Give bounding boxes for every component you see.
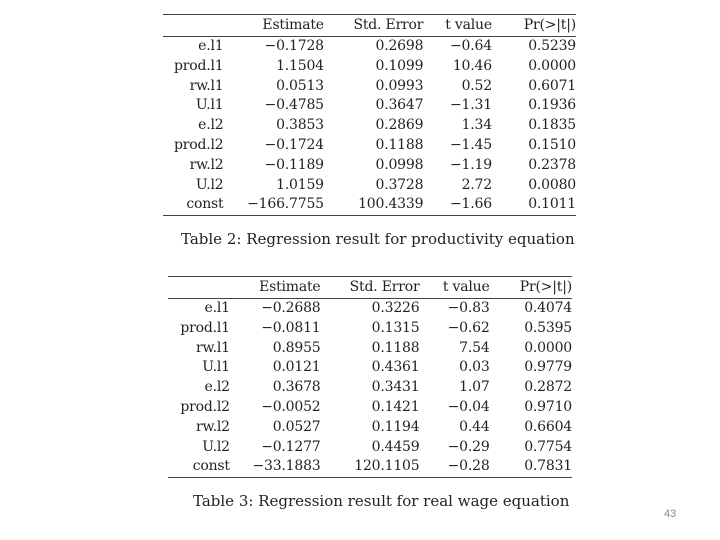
table-cell: 0.44 <box>459 418 490 435</box>
table-caption: Table 2: Regression result for productivity equation <box>181 230 575 248</box>
table-cell: −1.45 <box>450 136 492 153</box>
table-cell: −33.1883 <box>252 458 321 475</box>
table-row <box>168 438 572 458</box>
table-cell: 0.3728 <box>375 176 424 193</box>
table-row <box>163 37 576 57</box>
table-cell: 1.0159 <box>276 176 324 193</box>
table-cell: −0.83 <box>447 300 490 316</box>
row-label: U.l2 <box>202 438 230 455</box>
table-cell: 0.3678 <box>272 379 321 396</box>
table-cell: 0.0080 <box>528 176 576 193</box>
table-cell: −0.4785 <box>264 97 324 114</box>
table-cell: −0.04 <box>447 398 490 415</box>
table-cell: 0.1835 <box>528 117 576 134</box>
table-row <box>168 378 572 398</box>
column-header: Estimate <box>262 17 324 33</box>
table-cell: 0.5239 <box>528 38 576 54</box>
table-cell: 1.34 <box>461 117 492 134</box>
table-row <box>168 457 572 477</box>
table-cell: 120.1105 <box>354 458 420 475</box>
table-cell: 0.4361 <box>371 359 420 376</box>
table-row <box>163 195 576 215</box>
table-cell: 0.4074 <box>524 300 572 316</box>
table-cell: 0.6071 <box>528 77 576 94</box>
table-row <box>168 299 572 319</box>
column-header <box>163 15 223 37</box>
table-cell: 0.8955 <box>272 339 321 356</box>
row-label: rw.l2 <box>195 418 230 435</box>
table-cell: 0.0998 <box>375 156 424 173</box>
table-cell: 0.3226 <box>371 300 420 316</box>
table-row <box>163 156 576 176</box>
table-cell: 0.4459 <box>371 438 420 455</box>
table-cell: −0.28 <box>447 458 490 475</box>
table-cell: −166.7755 <box>247 196 324 213</box>
row-label: e.l1 <box>204 300 230 316</box>
table-cell: 0.1188 <box>371 339 420 356</box>
table-row <box>168 358 572 378</box>
table-cell: 0.7754 <box>524 438 572 455</box>
column-header: Pr(>|t|) <box>523 17 576 33</box>
table-cell: −1.31 <box>450 97 492 114</box>
row-label: const <box>186 196 224 213</box>
table-cell: 1.1504 <box>276 57 324 74</box>
row-label: const <box>192 458 230 475</box>
table-cell: −0.0052 <box>261 398 321 415</box>
table-cell: 0.3647 <box>375 97 424 114</box>
column-header: t value <box>442 279 490 295</box>
table-row <box>168 339 572 359</box>
row-label: prod.l1 <box>180 319 230 336</box>
row-label: prod.l2 <box>173 136 224 153</box>
table-cell: 0.2698 <box>375 38 424 54</box>
table-cell: 0.2872 <box>524 379 572 396</box>
productivity-regression-table <box>163 14 576 216</box>
table-cell: 1.07 <box>459 379 490 396</box>
column-header: Std. Error <box>349 279 420 295</box>
table-cell: 10.46 <box>452 57 492 74</box>
table-cell: 0.1936 <box>528 97 576 114</box>
table-cell: −0.1724 <box>264 136 324 153</box>
table-cell: −1.66 <box>450 196 492 213</box>
column-header: Estimate <box>259 279 321 295</box>
row-label: rw.l1 <box>195 339 230 356</box>
table-header-row <box>168 277 572 299</box>
table-row <box>163 136 576 156</box>
table-cell: −0.0811 <box>261 319 321 336</box>
table-cell: 0.0121 <box>272 359 321 376</box>
table-cell: 0.0000 <box>528 57 576 74</box>
table-cell: 0.0513 <box>276 77 324 94</box>
table-cell: 0.1421 <box>371 398 420 415</box>
table-row <box>163 57 576 77</box>
row-label: rw.l1 <box>189 77 224 94</box>
page-number: 43 <box>664 508 677 520</box>
table-row <box>168 398 572 418</box>
column-header: Std. Error <box>353 17 424 33</box>
row-label: rw.l2 <box>189 156 224 173</box>
row-label: e.l1 <box>198 38 224 54</box>
table-cell: −0.1189 <box>264 156 324 173</box>
table-cell: −0.1277 <box>261 438 321 455</box>
row-label: U.l1 <box>202 359 230 376</box>
table-cell: 0.1188 <box>375 136 424 153</box>
table-row <box>163 176 576 196</box>
table-cell: 0.7831 <box>524 458 572 475</box>
row-label: e.l2 <box>198 117 224 134</box>
table-cell: 0.03 <box>459 359 490 376</box>
column-header: t value <box>445 17 492 33</box>
table-cell: 7.54 <box>459 339 490 356</box>
table-header-row <box>163 15 576 37</box>
table-cell: 0.1099 <box>375 57 424 74</box>
table-cell: 0.9779 <box>524 359 572 376</box>
row-label: U.l2 <box>195 176 224 193</box>
table-cell: 0.6604 <box>524 418 572 435</box>
table-cell: 0.52 <box>461 77 492 94</box>
table-cell: 0.1011 <box>528 196 576 213</box>
table-cell: 0.9710 <box>524 398 572 415</box>
row-label: e.l2 <box>204 379 230 396</box>
column-header: Pr(>|t|) <box>519 279 572 295</box>
column-header <box>168 277 230 299</box>
table-row <box>168 418 572 438</box>
table-cell: 0.5395 <box>524 319 572 336</box>
table-cell: −0.62 <box>447 319 490 336</box>
table-row <box>163 116 576 136</box>
table-cell: 0.1194 <box>371 418 420 435</box>
row-label: prod.l1 <box>173 57 224 74</box>
table-cell: 0.1315 <box>371 319 420 336</box>
table-caption: Table 3: Regression result for real wage equation <box>193 492 570 510</box>
real-wage-regression-table <box>168 276 572 478</box>
table-cell: −0.2688 <box>261 300 321 316</box>
table-cell: 0.0527 <box>272 418 321 435</box>
table-cell: 0.0000 <box>524 339 572 356</box>
table-cell: 100.4339 <box>358 196 424 213</box>
table-cell: −1.19 <box>450 156 492 173</box>
table-cell: −0.29 <box>447 438 490 455</box>
table-cell: 0.0993 <box>375 77 424 94</box>
table-cell: 0.2869 <box>375 117 424 134</box>
row-label: prod.l2 <box>180 398 230 415</box>
table-cell: −0.1728 <box>264 38 324 54</box>
table-cell: 2.72 <box>461 176 492 193</box>
table-cell: −0.64 <box>450 38 492 54</box>
row-label: U.l1 <box>195 97 224 114</box>
table-row <box>163 77 576 97</box>
table-cell: 0.2378 <box>528 156 576 173</box>
table-cell: 0.3431 <box>371 379 420 396</box>
table-row <box>163 96 576 116</box>
table-row <box>168 319 572 339</box>
table-cell: 0.1510 <box>528 136 576 153</box>
table-cell: 0.3853 <box>276 117 324 134</box>
